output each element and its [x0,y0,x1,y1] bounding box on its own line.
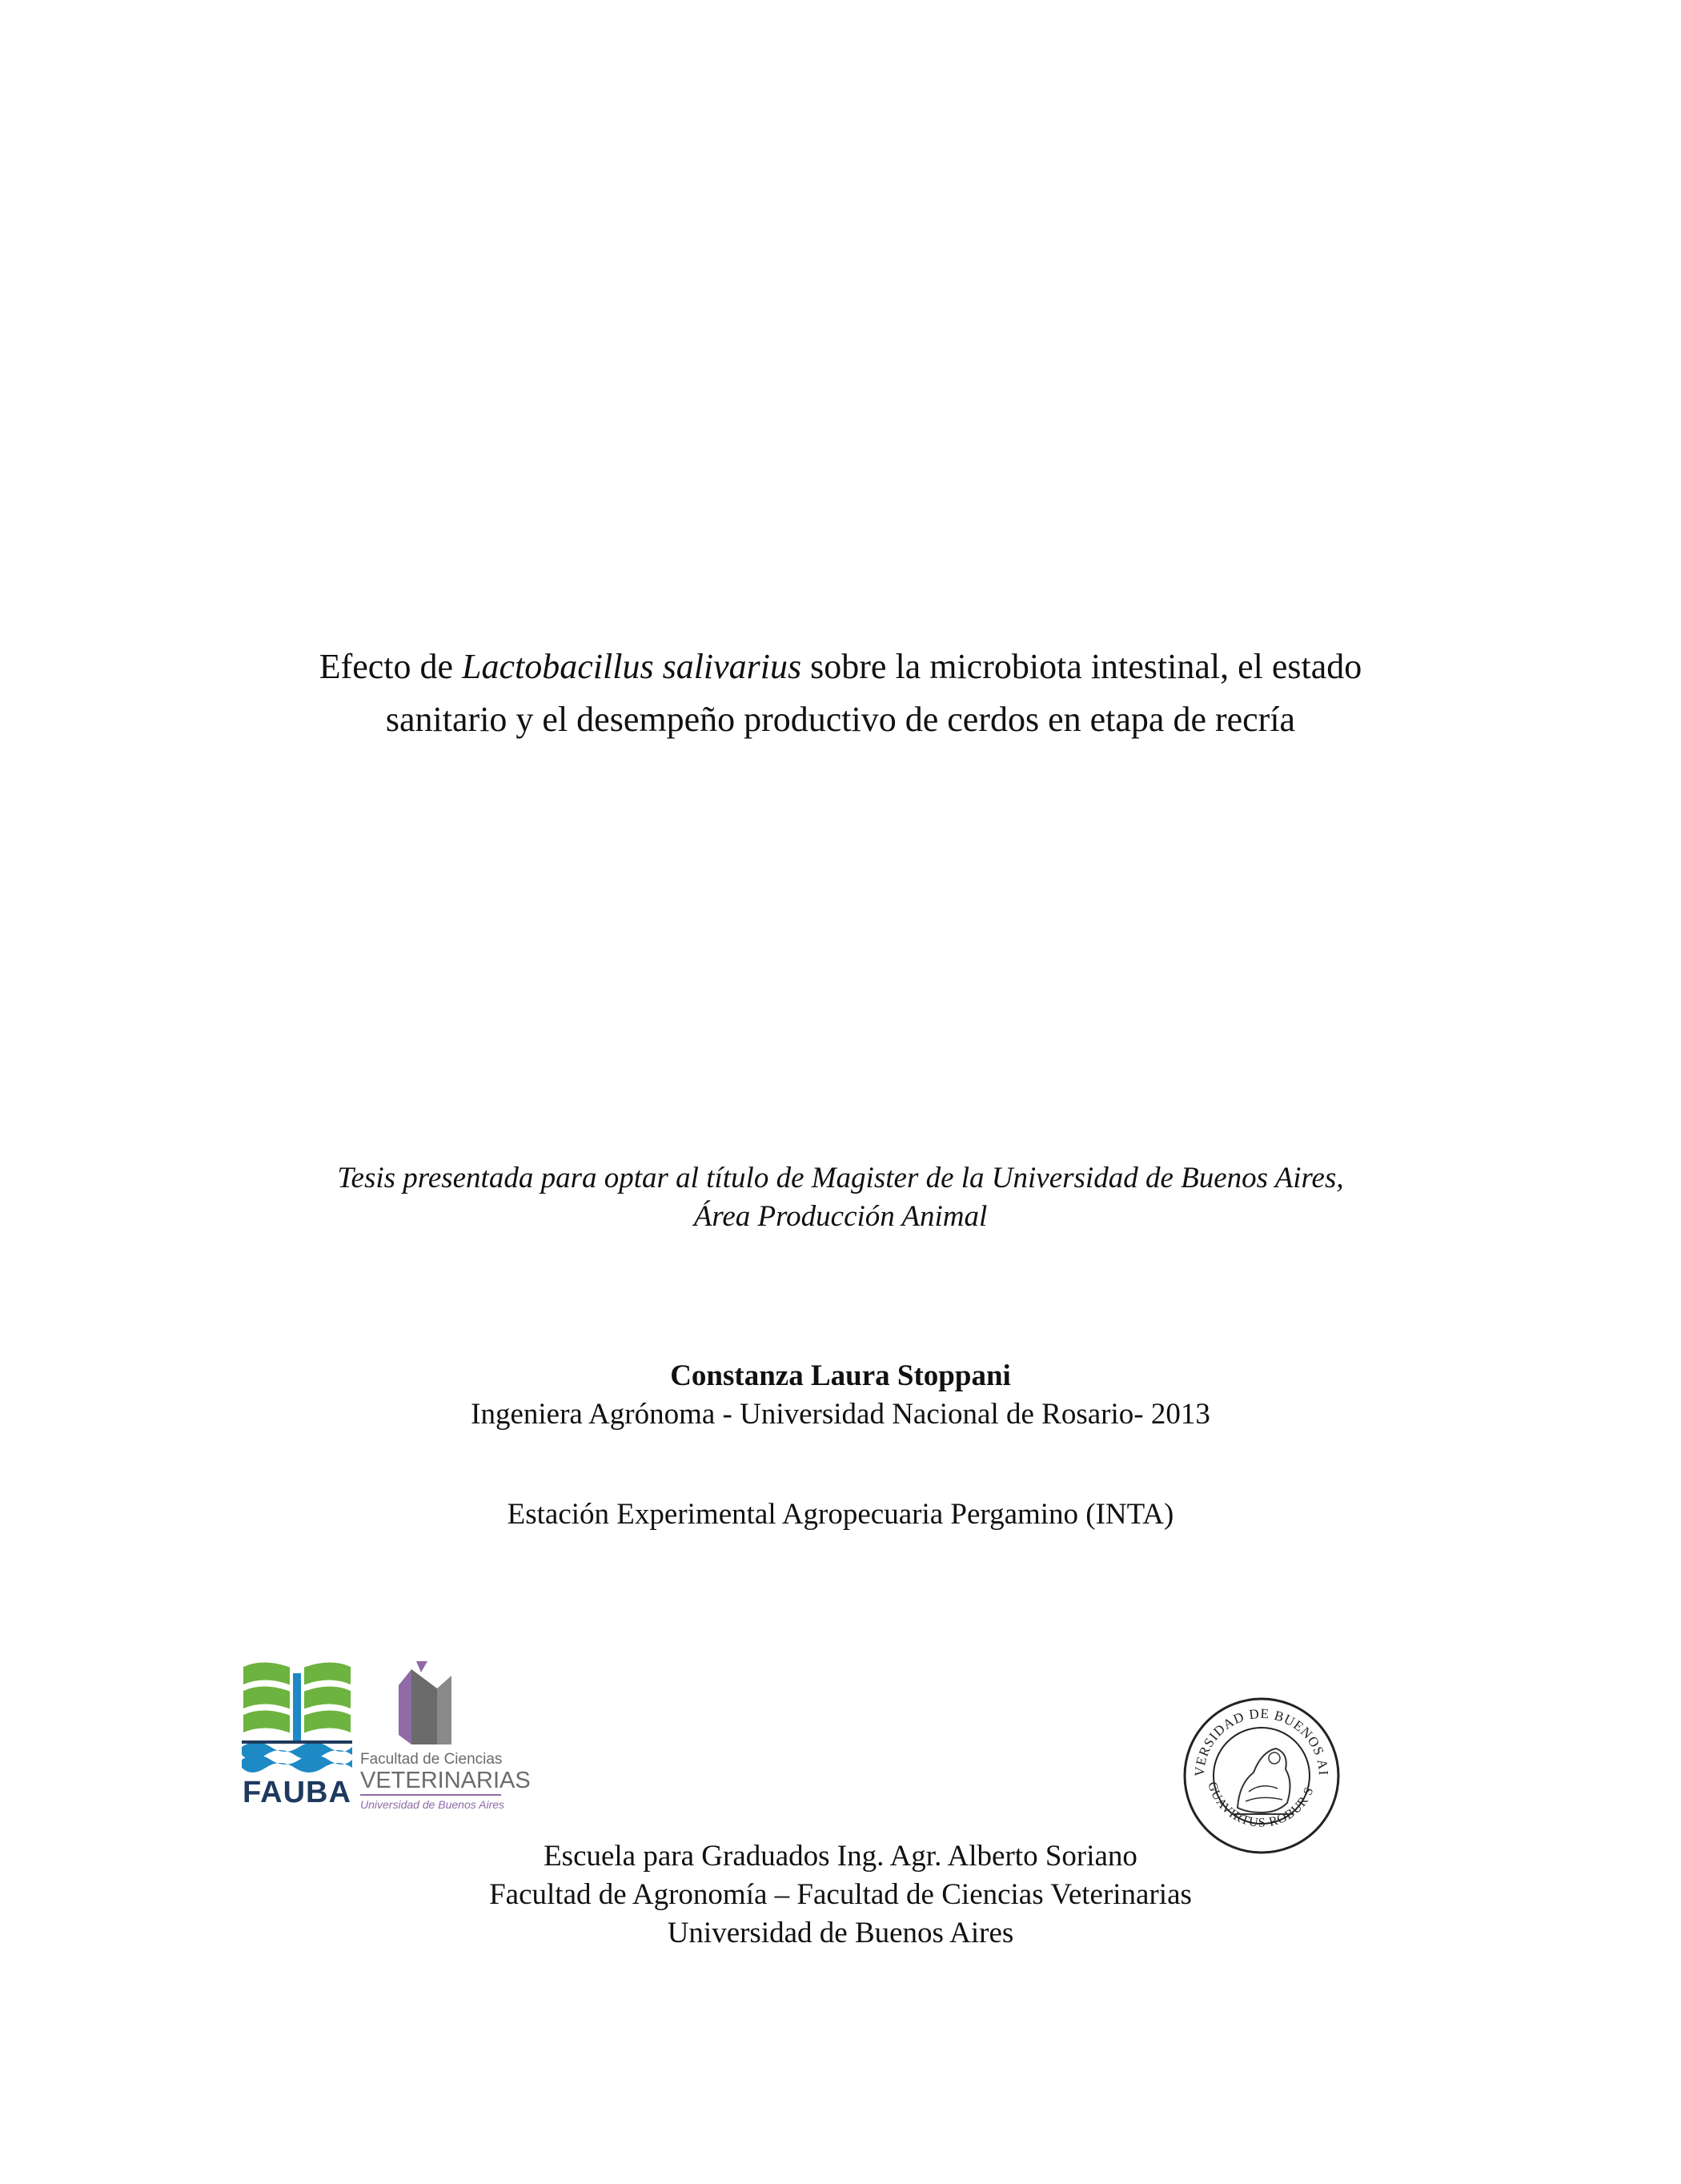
uba-seal-icon [1182,1696,1342,1856]
vet-faculty-logo [360,1661,531,1817]
uba-seal-bottom-text: GUAVIRTUS ROBUR S [1205,1780,1317,1830]
vet-logo-line-2: VETERINARIAS [360,1768,531,1793]
uba-seal-top-text: VERSIDAD DE BUENOS AI [1191,1705,1332,1777]
research-station: Estación Experimental Agropecuaria Pergamino (INTA) [507,1498,1174,1531]
vet-logo-line-3: Universidad de Buenos Aires [360,1798,505,1811]
footer-line-2: Facultad de Agronomía – Facultad de Ciencias Veterinarias [489,1878,1192,1911]
author-degree: Ingeniera Agrónoma - Universidad Nacional de Rosario- 2013 [471,1398,1210,1431]
author-name: Constanza Laura Stoppani [670,1359,1011,1392]
species-name: Lactobacillus salivarius [462,647,802,686]
vet-logo-line-1: Facultad de Ciencias [360,1751,503,1768]
thesis-subtitle [0,1159,1681,1236]
vet-logo-divider [360,1794,501,1796]
footer-line-1: Escuela para Graduados Ing. Agr. Alberto Soriano [544,1840,1137,1873]
title-line-2: sanitario y el desempeño productivo de cerdos en etapa de recría [385,700,1296,739]
fauba-logo-text: FAUBA [243,1776,351,1809]
subtitle-line-2: Área Producción Animal [693,1200,988,1233]
vet-logo-icon [360,1661,512,1749]
title-line-1: Efecto de Lactobacillus salivarius sobre la microbiota intestinal, el estado [319,647,1362,686]
institution-footer [0,1837,1681,1953]
footer-line-3: Universidad de Buenos Aires [667,1917,1014,1949]
subtitle-line-1: Tesis presentada para optar al título de Magister de la Universidad de Buenos Aires, [337,1162,1344,1194]
fauba-logo [240,1657,354,1809]
thesis-title [0,640,1681,746]
uba-seal [1182,1696,1342,1856]
